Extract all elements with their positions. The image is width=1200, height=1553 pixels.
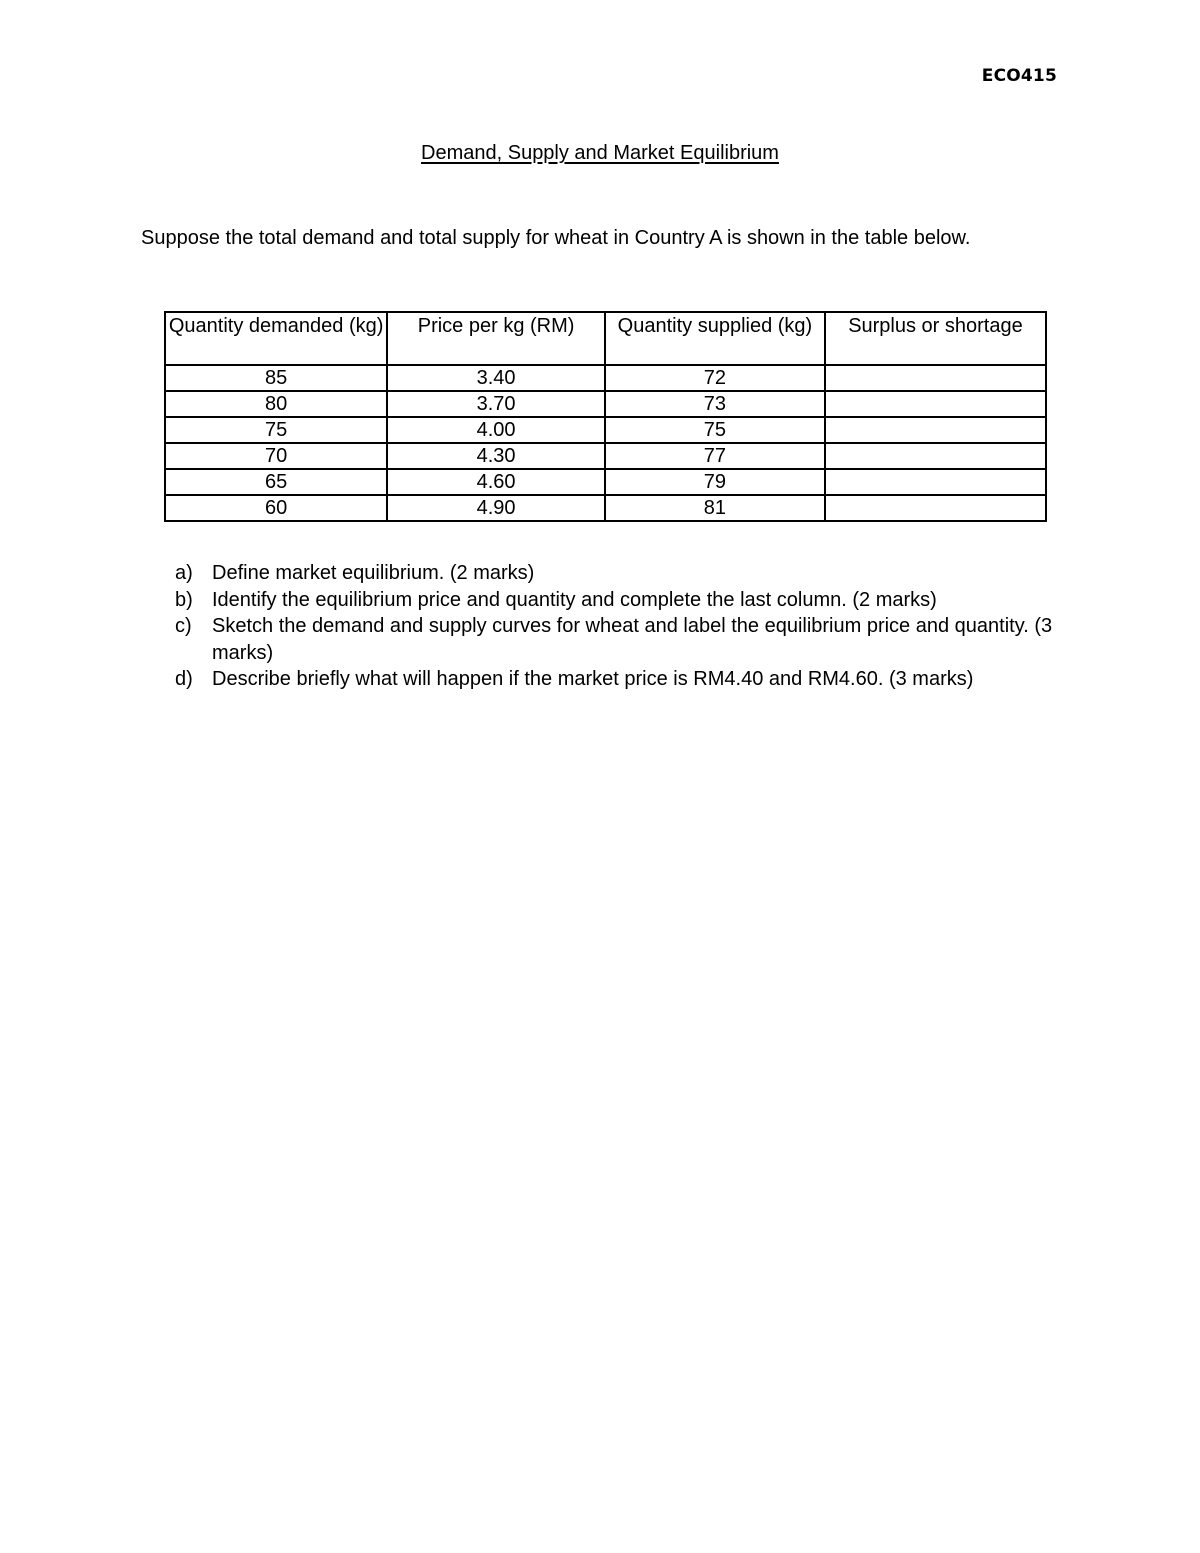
cell-quantity-demanded: 60 — [165, 495, 387, 521]
table-row — [165, 391, 1046, 417]
cell-quantity-supplied: 79 — [605, 469, 825, 495]
cell-surplus-or-shortage[interactable] — [825, 417, 1046, 443]
header-quantity-supplied: Quantity supplied (kg) — [605, 312, 825, 365]
cell-surplus-or-shortage[interactable] — [825, 443, 1046, 469]
cell-quantity-demanded: 85 — [165, 365, 387, 391]
header-price-per-kg: Price per kg (RM) — [387, 312, 605, 365]
table-row — [165, 495, 1046, 521]
question-letter: d) — [175, 668, 193, 691]
table-header-row — [165, 312, 1046, 365]
table-row — [165, 365, 1046, 391]
cell-quantity-supplied: 77 — [605, 443, 825, 469]
cell-price: 3.40 — [387, 365, 605, 391]
question-letter: a) — [175, 562, 193, 584]
course-code: ECO415 — [981, 66, 1057, 86]
header-quantity-demanded: Quantity demanded (kg) — [165, 312, 387, 365]
list-item — [175, 587, 1055, 614]
cell-surplus-or-shortage[interactable] — [825, 469, 1046, 495]
cell-price: 3.70 — [387, 391, 605, 417]
cell-quantity-supplied: 73 — [605, 391, 825, 417]
cell-surplus-or-shortage[interactable] — [825, 365, 1046, 391]
intro-paragraph: Suppose the total demand and total supply for wheat in Country A is shown in the table below. — [141, 227, 971, 249]
page-title: Demand, Supply and Market Equilibrium — [421, 142, 779, 164]
question-text: Describe briefly what will happen if the market price is RM4.40 and RM4.60. (3 marks) — [212, 668, 974, 691]
question-letter: b) — [175, 588, 193, 611]
list-item — [175, 560, 1055, 587]
question-list — [175, 560, 1055, 693]
question-text: Identify the equilibrium price and quantity and complete the last column. (2 marks) — [212, 588, 937, 611]
cell-surplus-or-shortage[interactable] — [825, 391, 1046, 417]
cell-quantity-demanded: 80 — [165, 391, 387, 417]
cell-quantity-demanded: 75 — [165, 417, 387, 443]
demand-supply-table — [164, 311, 1047, 522]
cell-quantity-demanded: 70 — [165, 443, 387, 469]
question-text: Define market equilibrium. (2 marks) — [212, 562, 535, 584]
cell-quantity-demanded: 65 — [165, 469, 387, 495]
cell-quantity-supplied: 72 — [605, 365, 825, 391]
list-item — [175, 613, 1055, 666]
table-row — [165, 417, 1046, 443]
cell-quantity-supplied: 75 — [605, 417, 825, 443]
question-text: Sketch the demand and supply curves for wheat and label the equilibrium price and quantity. (3 marks) — [212, 615, 1053, 664]
cell-price: 4.60 — [387, 469, 605, 495]
table-row — [165, 469, 1046, 495]
list-item — [175, 666, 1055, 693]
header-surplus-or-shortage: Surplus or shortage — [825, 312, 1046, 365]
cell-price: 4.90 — [387, 495, 605, 521]
cell-price: 4.00 — [387, 417, 605, 443]
question-letter: c) — [175, 615, 192, 638]
cell-surplus-or-shortage[interactable] — [825, 495, 1046, 521]
cell-price: 4.30 — [387, 443, 605, 469]
table-row — [165, 443, 1046, 469]
cell-quantity-supplied: 81 — [605, 495, 825, 521]
